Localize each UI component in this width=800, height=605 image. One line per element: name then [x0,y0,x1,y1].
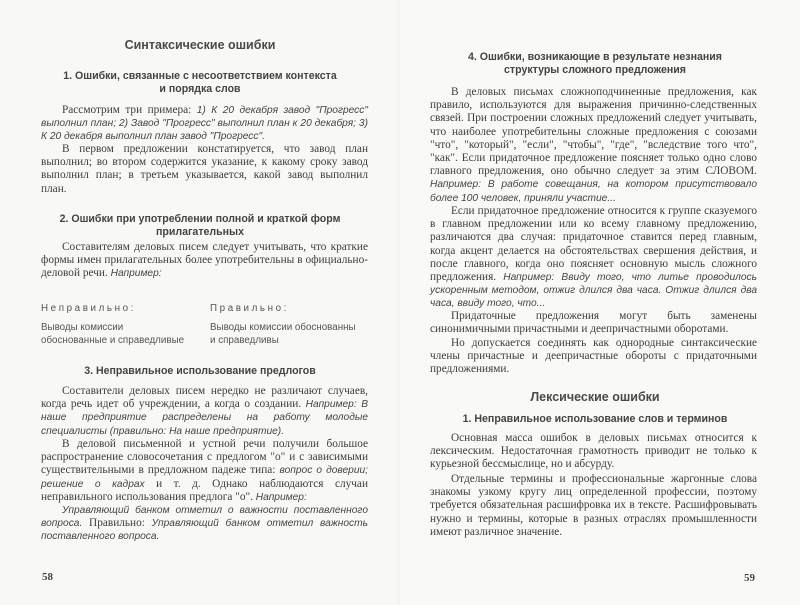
italic-example: Например: В наше предприятие распределены на работу молодые специалисты (правильно: На наше предприятие). [41,399,368,437]
text: В деловой письменной и устной речи получили большое распространение словосочетания с предлогом "о" и с зависимыми существительными в предложном падеже типа: [41,438,368,477]
incorrect-example: Выводы комиссии обоснованные и справедливые [41,322,185,346]
italic-example: Например: В работе совещания, на котором присутствовало более 100 человек, приняли участие... [430,179,757,204]
section-heading-2 [40,213,360,239]
section-heading-4-line1: 4. Ошибки, возникающие в результате незнания [468,51,722,63]
paragraph-lexical-errors: Основная масса ошибок в деловых письмах относится к лексическим. Недостаточная грамотность приводит не только к курьезной бессмыслице, но и абсурду. [430,432,757,471]
italic-example-label: Например: [110,268,162,280]
text: В деловых письмах сложноподчиненные предложения, как правило, используются для выражения причинно-следственных связей. При построении сложных предложений следует учитывать, что наиболее употребительны сложные предложения с союзами "что", "который", "если", "чтобы", "где", "вследствие того что", "как". Если придаточное предложение поясняет только одно слово главного предложения, оно обычно следует за этим СЛОВОМ. [430,86,757,178]
paragraph-subordinate [430,205,757,311]
section-heading-2-line2: прилагательных [156,226,244,238]
text: и т. д. Однако наблюдаются случаи неправильного использования предлога "о". [41,477,368,503]
page-number-right: 59 [744,572,755,584]
italic-example: Например: Ввиду того, что литье проводилось ускоренным методом, отжиг длился два часа. Отжиг длился два часа, ввиду того, что... [430,272,757,310]
italic-example-label: Например: [255,491,307,503]
section-heading-3: 3. Неправильное использование предлогов [84,365,316,377]
label-incorrect: Неправильно: [41,303,137,314]
section-heading-2-line1: 2. Ошибки при употреблении полной и краткой форм [59,213,341,225]
lexical-heading-1: 1. Неправильное использование слов и терминов [462,413,728,425]
section-heading-1 [40,70,360,96]
paragraph-homogeneous: Но допускается соединять как однородные синтаксические члены причастные и деепричастные обороты с придаточными предложениями. [430,337,757,376]
page-number-left: 58 [42,571,53,583]
italic-right: Управляющий банком отметил важность поставленного вопроса. [41,518,368,543]
paragraph-prepositions [41,385,368,438]
label-correct: Правильно: [210,303,290,314]
paragraph-examples [41,104,368,144]
paragraph-participles: Придаточные предложения могут быть заменены синонимичными причастными и деепричастными оборотами. [430,310,757,336]
section-heading-4 [430,51,760,77]
section-heading-1-line1: 1. Ошибки, связанные с несоответствием контекста [63,70,337,82]
paragraph-explanation: В первом предложении констатируется, что завод план выполнил; во втором содержится указание, к какому сроку завод выполнил план; в третьем указывается, какой завод выполнил план. [41,143,368,195]
section-heading-1-line2: и порядка слов [159,83,241,95]
italic-phrases: вопрос о доверии; решение о кадрах [41,465,368,490]
right-page [400,0,800,605]
paragraph-preposition-o [41,438,368,504]
text: Составителям деловых писем следует учитывать, что краткие формы имен прилагательных более употребительны в официально-деловой речи. [41,241,368,280]
paragraph-adjectives [41,241,368,281]
section-heading-4-line2: структуры сложного предложения [504,64,686,76]
chapter-title-lexical: Лексические ошибки [530,390,660,404]
italic-examples: 1) К 20 декабря завод "Прогресс" выполнил план; 2) Завод "Прогресс" выполнил план к 20 декабря; 3) К 20 декабря выполнил план завод "Прогресс". [41,105,368,143]
chapter-title-syntax: Синтаксические ошибки [124,38,276,52]
text: Составители деловых писем нередко не различают случаев, когда речь идет об учреждении, а когда о создании. [41,385,368,411]
text: Если придаточное предложение относится к группе сказуемого в главном предложении или ко всему главному предложению, различаются два случая: придаточное ставится перед главным, когда акцент делается на обстоятельствах свершения действия, и после главного, когда оно поясняет основную мысль сложного предложения. [430,205,757,284]
correct-example: Выводы комиссии обоснованны и справедливы [210,322,356,346]
paragraph-terms: Отдельные термины и профессиональные жаргонные слова знакомы узкому кругу лиц определенной профессии, поэтому требуется обязательная расшифровка их в тексте. Расшифровывать нужно и термины, которые в разных отраслях промышленности имеют различное значение. [430,473,757,538]
text: Правильно: [82,517,152,530]
paragraph-complex-sentences [430,86,757,205]
italic-wrong: Управляющий банком отметил о важности поставленного вопроса. [41,505,368,530]
paragraph-bank-example [41,504,368,544]
text: Рассмотрим три примера: [62,104,197,116]
